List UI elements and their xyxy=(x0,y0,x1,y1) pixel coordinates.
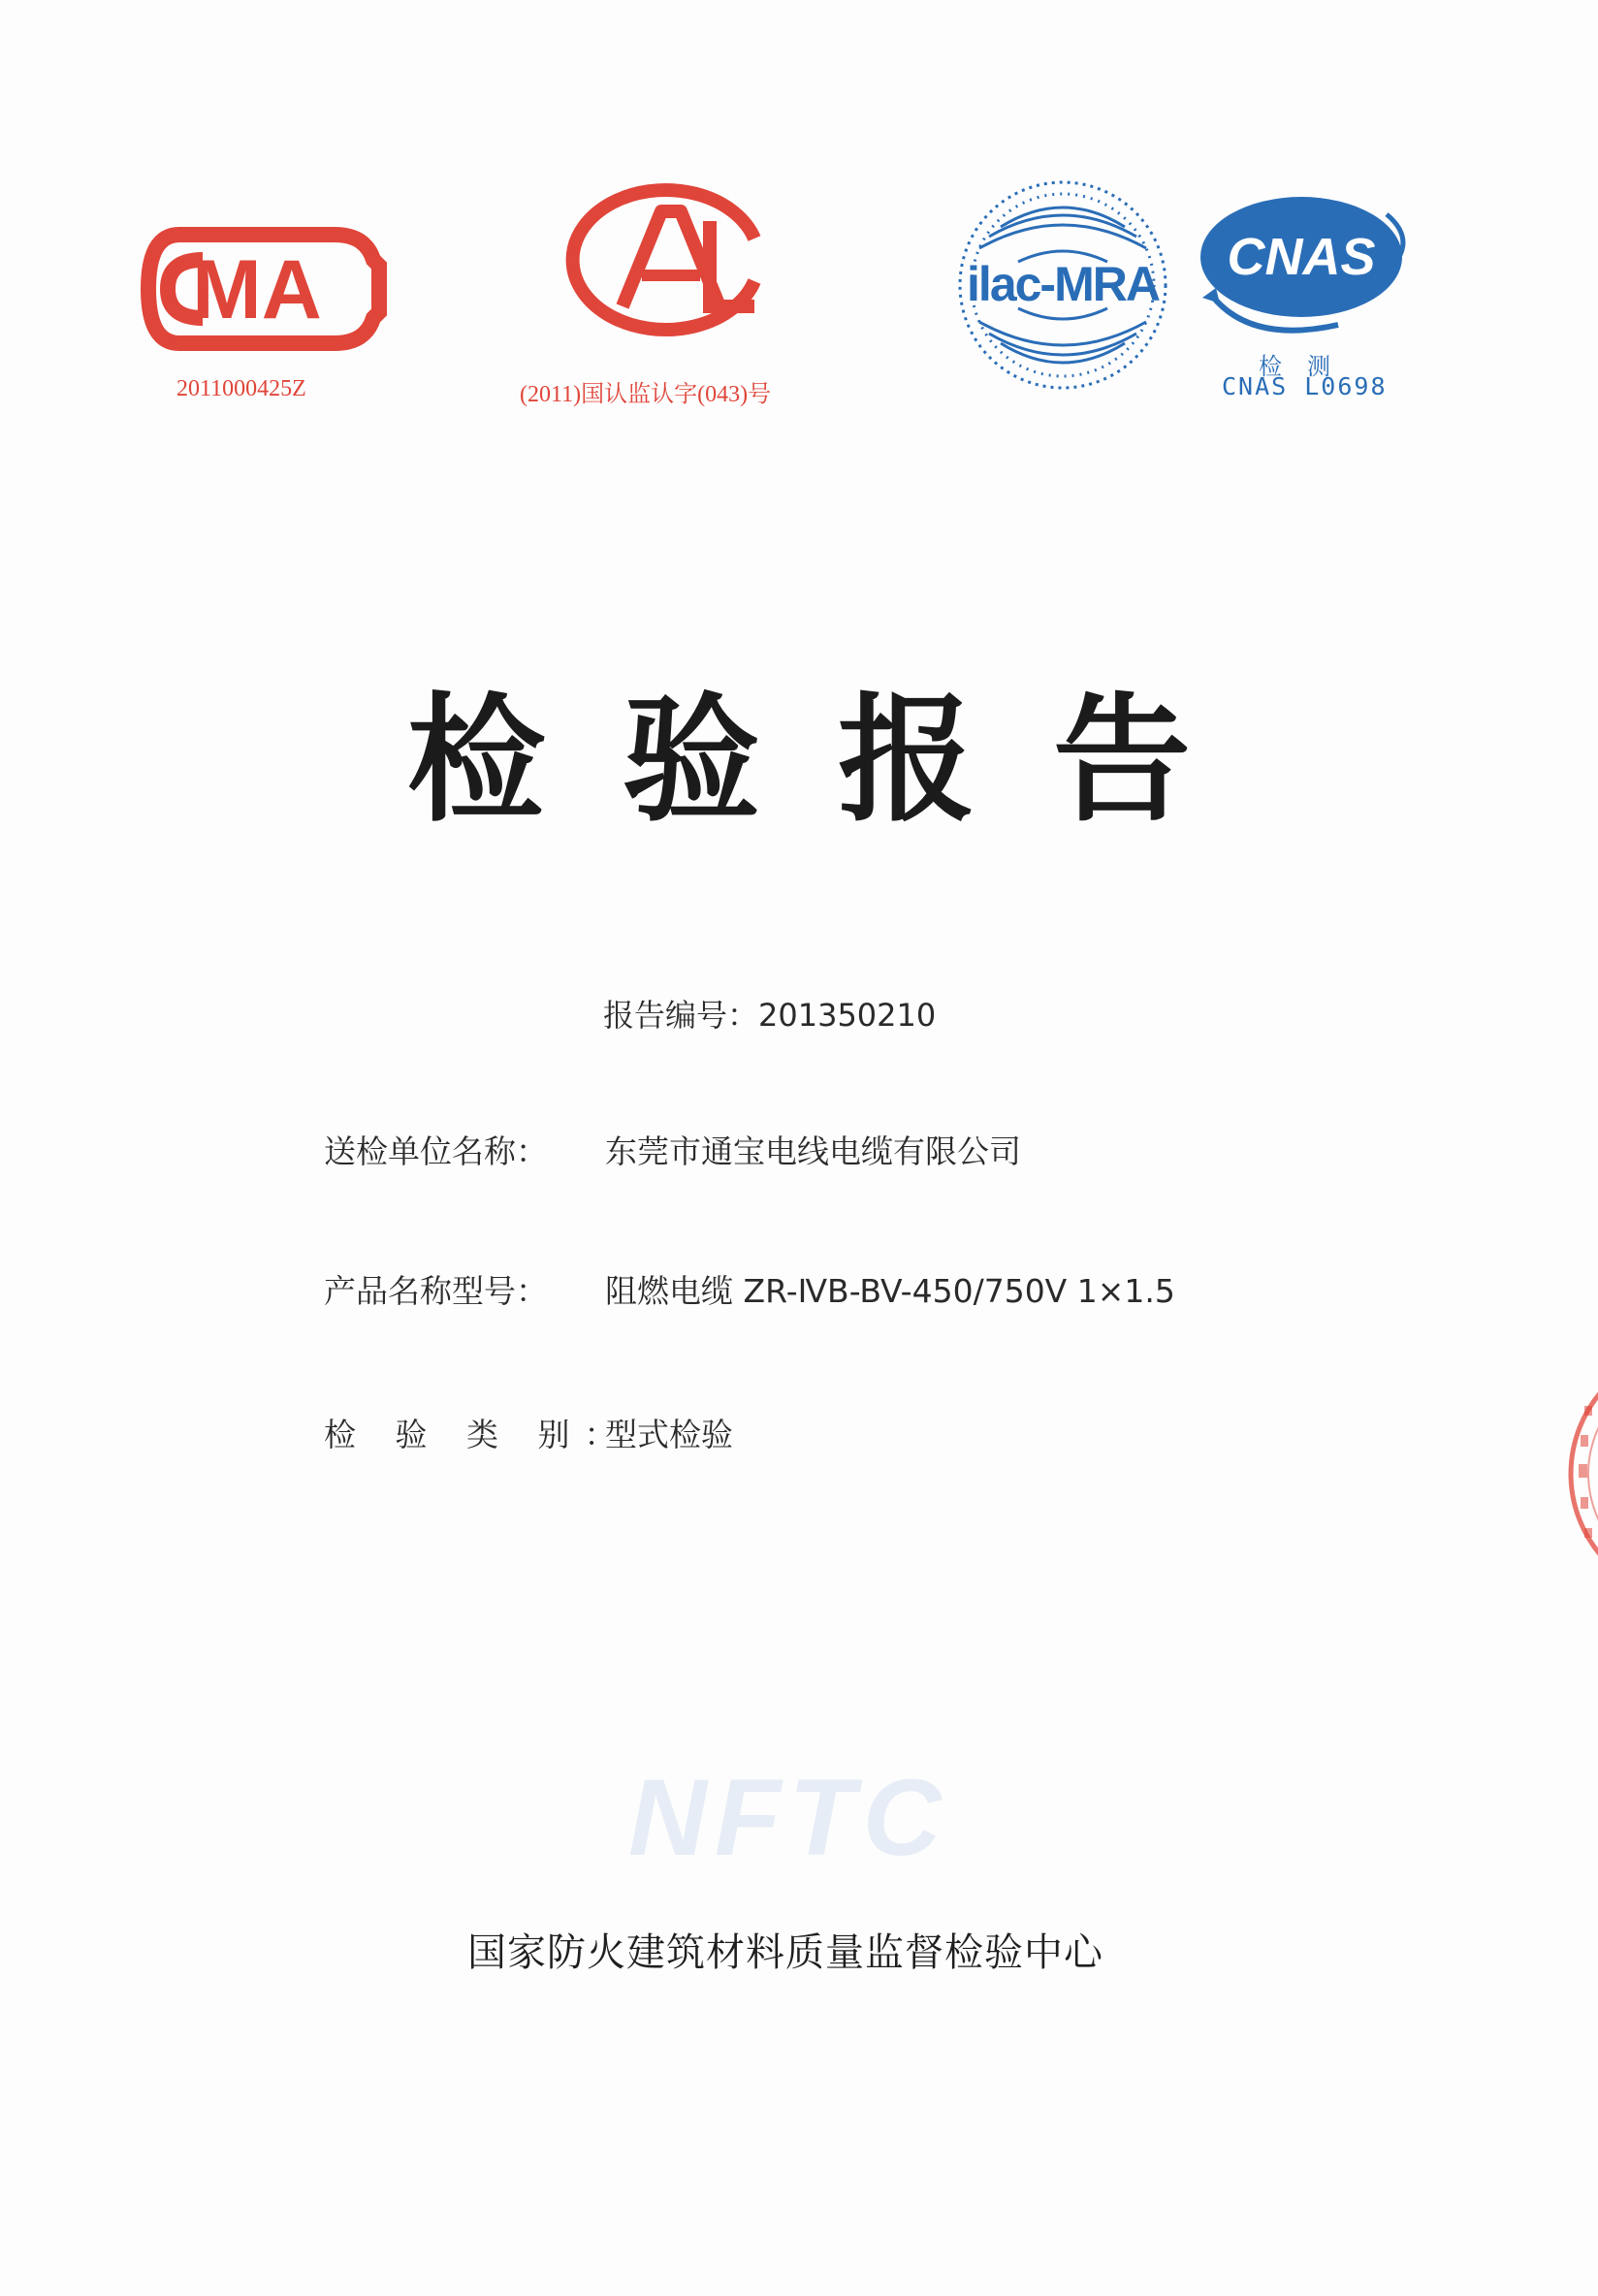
issuing-organization: 国家防火建筑材料质量监督检验中心 xyxy=(467,1930,1103,1975)
field-inspection-type xyxy=(324,1410,733,1455)
report-number: 报告编号：201350210 xyxy=(603,997,937,1034)
cma-logo xyxy=(141,221,388,357)
svg-text:MA: MA xyxy=(192,243,322,336)
ilac-mra-logo xyxy=(950,173,1175,398)
cal-logo xyxy=(564,182,778,337)
nftc-watermark: NFTC xyxy=(628,1757,949,1878)
svg-text:CNAS: CNAS xyxy=(1227,228,1376,286)
svg-text:ilac-MRA: ilac-MRA xyxy=(967,257,1159,311)
field-value: 型式检验 xyxy=(605,1416,733,1453)
field-product-model xyxy=(324,1266,1175,1312)
cnas-testing-label: 检测 xyxy=(1259,353,1356,380)
cnas-logo xyxy=(1193,179,1416,349)
cnas-accreditation-code: CNAS L0698 xyxy=(1222,372,1388,400)
field-value: 东莞市通宝电线电缆有限公司 xyxy=(605,1132,1021,1170)
page-title: 检验报告 xyxy=(407,681,1268,841)
field-label: 送检单位名称： xyxy=(324,1132,548,1170)
field-label: 产品名称型号： xyxy=(324,1272,548,1310)
cma-certificate-number: 2011000425Z xyxy=(176,376,306,401)
field-value: 阻燃电缆 ZR-ⅣB-BV-450/750V 1×1.5 xyxy=(605,1272,1175,1310)
red-seal-stamp xyxy=(1542,1338,1598,1610)
field-submitting-unit xyxy=(324,1127,1021,1172)
cal-certificate-number: (2011)国认监认字(043)号 xyxy=(520,382,772,407)
field-label: 检 验 类 别： xyxy=(324,1416,631,1453)
